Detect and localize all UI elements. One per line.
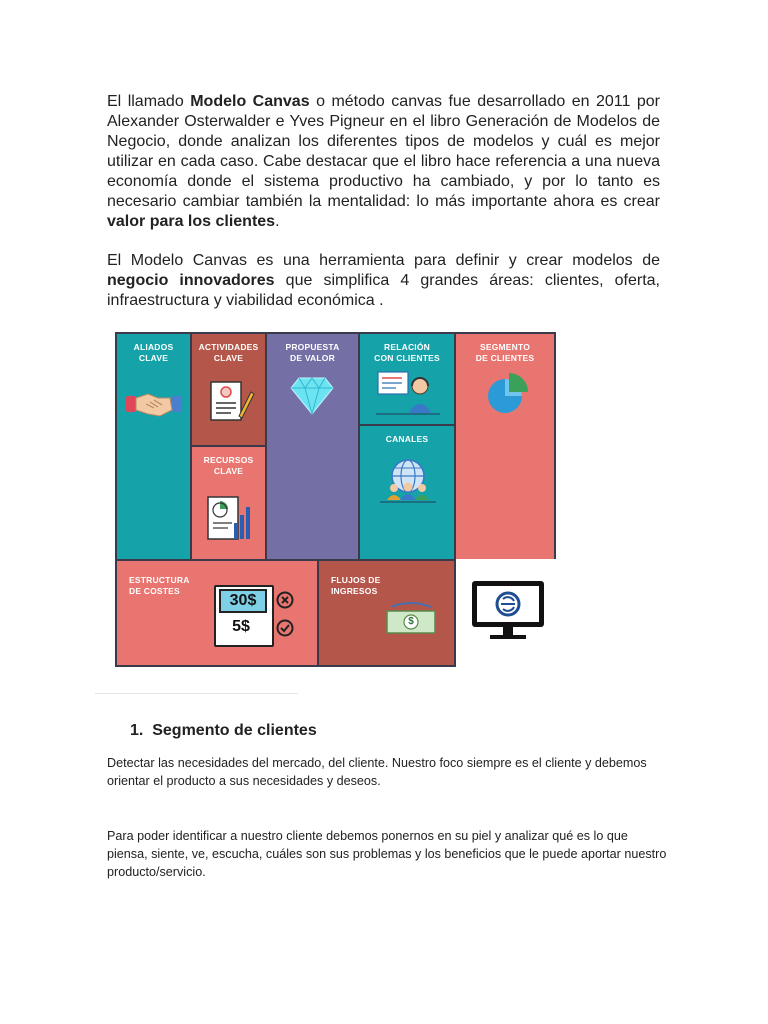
- cell-canales: [358, 424, 456, 561]
- cell-title: FLUJOS DE INGRESOS: [331, 575, 381, 596]
- cell-title: PROPUESTA DE VALOR: [285, 342, 340, 363]
- text-run: que simplifica 4 grandes áreas: clientes, oferta, infraestructura y viabilidad económica .: [107, 272, 661, 309]
- price-high: 30$: [219, 589, 267, 613]
- cell-actividades-clave: [190, 332, 267, 447]
- cell-relacion-con-clientes: [358, 332, 456, 426]
- cell-title: CANALES: [385, 434, 429, 444]
- reject-icon: [276, 591, 294, 609]
- cell-segmento-de-clientes: [454, 332, 556, 561]
- monitor-logo-icon: [470, 579, 546, 643]
- cell-estructura-de-costes: [115, 559, 319, 667]
- cell-title: RELACIÓN CON CLIENTES: [374, 342, 440, 363]
- price-tag-icon: [214, 585, 304, 647]
- resume-icon: [205, 378, 255, 424]
- business-model-canvas: [115, 332, 556, 667]
- section-heading: 1. Segmento de clientes: [130, 722, 317, 739]
- cell-recursos-clave: [190, 445, 267, 561]
- customer-service-icon: [376, 370, 440, 416]
- text-run: El llamado: [107, 93, 191, 110]
- report-chart-icon: [204, 495, 256, 541]
- cell-title: RECURSOS CLAVE: [203, 455, 254, 476]
- pie-chart-icon: [482, 368, 532, 418]
- cell-title: ACTIVIDADES CLAVE: [198, 342, 259, 363]
- text-run: o método canvas fue desarrollado en 2011 por Alexander Osterwalder e Yves Pigneur en el libro Generación de Modelos de Negocio, donde analizan los diferentes tipos de modelos y cuál es mejor utilizar en cada caso. Cabe destacar que el libro hace referencia a una nueva economía donde el sistema productivo ha cambiado, y por lo tanto es necesario cambiar también la mentalidad: lo más importante ahora es crear: [107, 93, 660, 210]
- handshake-icon: [124, 386, 184, 420]
- cell-propuesta-de-valor: [265, 332, 360, 561]
- price-low: 5$: [232, 618, 250, 635]
- text-run: El Modelo Canvas es una herramienta para definir y crear modelos de: [107, 252, 660, 269]
- cell-aliados-clave: [115, 332, 192, 561]
- intro-paragraph-1: [107, 92, 660, 232]
- section-paragraph-1: Detectar las necesidades del mercado, del cliente. Nuestro foco siempre es el cliente y debemos orientar el producto a sus necesidades y deseos.: [107, 756, 647, 788]
- divider: [95, 693, 298, 694]
- section-paragraph-2: Para poder identificar a nuestro cliente debemos ponernos en su piel y analizar qué es lo que piensa, siente, ve, escucha, cuáles son sus problemas y los beneficios que le puede aportar nuestro producto/servicio.: [107, 829, 667, 879]
- approve-icon: [276, 619, 294, 637]
- bold-term-negocio: negocio innovadores: [107, 272, 275, 289]
- bold-term-modelo-canvas: Modelo Canvas: [190, 93, 310, 110]
- bold-term-valor: valor para los clientes: [107, 213, 276, 230]
- cell-title: ESTRUCTURA DE COSTES: [129, 575, 190, 596]
- cell-monitor: [456, 559, 556, 667]
- cell-title: SEGMENTO DE CLIENTES: [475, 342, 535, 363]
- money-icon: [385, 601, 437, 635]
- diamond-icon: [289, 376, 335, 416]
- money-symbol: $: [408, 616, 414, 627]
- text-run: .: [275, 213, 280, 230]
- cell-flujos-de-ingresos: [317, 559, 456, 667]
- cell-title: ALIADOS CLAVE: [133, 342, 174, 363]
- globe-people-icon: [376, 456, 440, 504]
- intro-paragraph-2: [107, 251, 660, 311]
